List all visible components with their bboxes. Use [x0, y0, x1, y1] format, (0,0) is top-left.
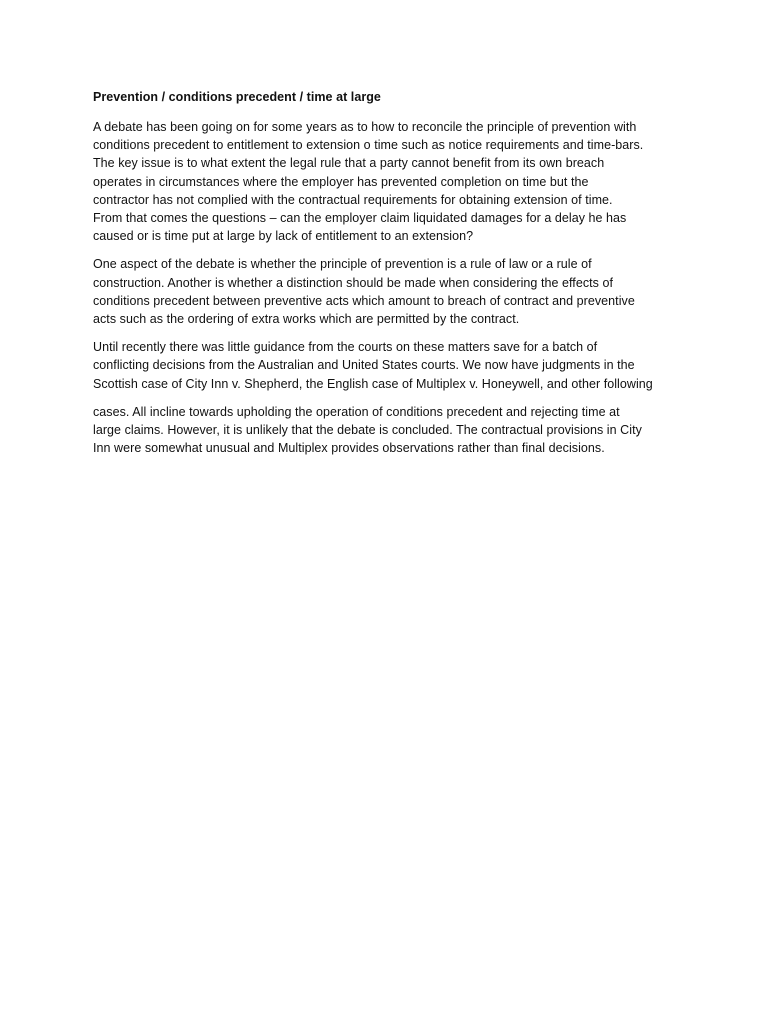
text-line: The key issue is to what extent the legal rule that a party cannot benefit from its own breach: [93, 156, 605, 171]
text-line: cases. All incline towards upholding the operation of conditions precedent and rejecting time at: [93, 404, 620, 419]
text-line: operates in circumstances where the employer has prevented completion on time but the: [93, 174, 589, 189]
paragraph-1: [93, 118, 683, 245]
text-line: Until recently there was little guidance from the courts on these matters save for a batch of: [93, 340, 598, 355]
document-title: Prevention / conditions precedent / time at large: [93, 90, 381, 104]
text-line: large claims. However, it is unlikely that the debate is concluded. The contractual provisions in City: [93, 423, 642, 438]
text-line: Scottish case of City Inn v. Shepherd, the English case of Multiplex v. Honeywell, and other following: [93, 376, 653, 391]
paragraph-2: [93, 255, 683, 328]
text-line: From that comes the questions – can the employer claim liquidated damages for a delay he has: [93, 211, 627, 226]
text-line: One aspect of the debate is whether the principle of prevention is a rule of law or a rule of: [93, 257, 592, 272]
paragraph-3: [93, 338, 683, 393]
text-line: contractor has not complied with the contractual requirements for obtaining extension of time.: [93, 192, 613, 207]
text-line: conditions precedent between preventive acts which amount to breach of contract and preventive: [93, 293, 635, 308]
text-line: A debate has been going on for some years as to how to reconcile the principle of prevention with: [93, 120, 637, 134]
paragraph-4: [93, 403, 683, 458]
text-line: Inn were somewhat unusual and Multiplex provides observations rather than final decisions.: [93, 441, 605, 456]
text-line: acts such as the ordering of extra works which are permitted by the contract.: [93, 312, 520, 327]
text-line: construction. Another is whether a distinction should be made when considering the effects of: [93, 275, 614, 290]
text-line: caused or is time put at large by lack of entitlement to an extension?: [93, 229, 474, 244]
document-body: [93, 88, 683, 467]
text-line: conditions precedent to entitlement to extension o time such as notice requirements and time-bars.: [93, 138, 644, 153]
text-line: conflicting decisions from the Australian and United States courts. We now have judgments in the: [93, 358, 635, 373]
